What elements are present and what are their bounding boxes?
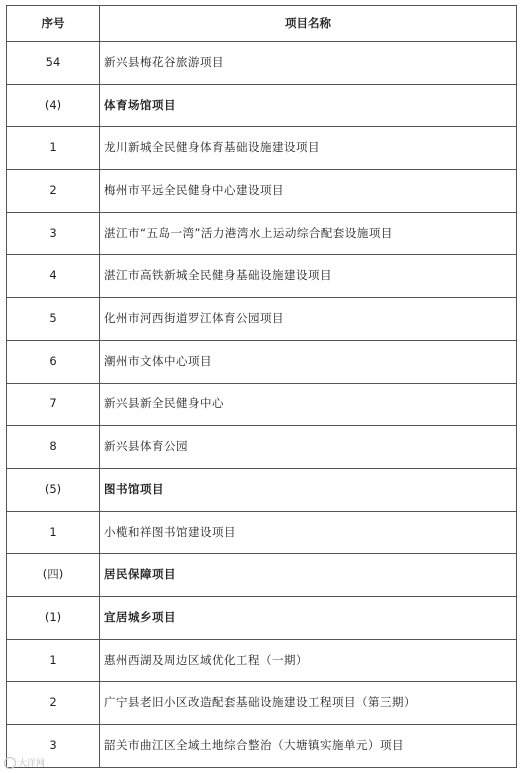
serial-number-cell: 2 [7, 170, 100, 213]
section-row [7, 596, 517, 639]
table-row [7, 426, 517, 469]
table-row [7, 212, 517, 255]
table-row [7, 127, 517, 170]
project-name-cell: 体育场馆项目 [100, 84, 517, 127]
project-name-cell: 新兴县新全民健身中心 [100, 383, 517, 426]
table-header-row [7, 6, 517, 42]
table-row [7, 298, 517, 341]
table-body [7, 42, 517, 768]
table-row [7, 42, 517, 85]
project-name-cell: 图书馆项目 [100, 468, 517, 511]
project-name-cell: 湛江市“五岛一湾”活力港湾水上运动综合配套设施项目 [100, 212, 517, 255]
table-row [7, 255, 517, 298]
table-row [7, 682, 517, 725]
project-name-cell: 化州市河西街道罗江体育公园项目 [100, 298, 517, 341]
table-row [7, 340, 517, 383]
serial-number-cell: 54 [7, 42, 100, 85]
header-serial-number: 序号 [7, 6, 100, 42]
watermark-text: 大洋网 [18, 758, 46, 769]
watermark [4, 756, 45, 770]
section-row [7, 554, 517, 597]
project-name-cell: 湛江市高铁新城全民健身基础设施建设项目 [100, 255, 517, 298]
table-row [7, 511, 517, 554]
serial-number-cell: (5) [7, 468, 100, 511]
project-name-cell: 小榄和祥图书馆建设项目 [100, 511, 517, 554]
project-name-cell: 惠州西湖及周边区域优化工程（一期） [100, 639, 517, 682]
project-name-cell: 新兴县体育公园 [100, 426, 517, 469]
project-name-cell: 韶关市曲江区全域土地综合整治（大塘镇实施单元）项目 [100, 725, 517, 768]
section-row [7, 468, 517, 511]
serial-number-cell: 5 [7, 298, 100, 341]
serial-number-cell: 7 [7, 383, 100, 426]
serial-number-cell: 2 [7, 682, 100, 725]
project-name-cell: 居民保障项目 [100, 554, 517, 597]
serial-number-cell: 1 [7, 511, 100, 554]
serial-number-cell: 3 [7, 725, 100, 768]
serial-number-cell: 1 [7, 127, 100, 170]
table-row [7, 170, 517, 213]
table-row [7, 383, 517, 426]
project-name-cell: 宜居城乡项目 [100, 596, 517, 639]
watermark-logo-icon [4, 757, 16, 769]
serial-number-cell: 8 [7, 426, 100, 469]
header-project-name: 项目名称 [100, 6, 517, 42]
project-name-cell: 潮州市文体中心项目 [100, 340, 517, 383]
project-table [6, 5, 517, 768]
serial-number-cell: (4) [7, 84, 100, 127]
serial-number-cell: (1) [7, 596, 100, 639]
table-row [7, 639, 517, 682]
serial-number-cell: 3 [7, 212, 100, 255]
serial-number-cell: 4 [7, 255, 100, 298]
project-name-cell: 梅州市平远全民健身中心建设项目 [100, 170, 517, 213]
serial-number-cell: 1 [7, 639, 100, 682]
serial-number-cell: (四) [7, 554, 100, 597]
project-name-cell: 新兴县梅花谷旅游项目 [100, 42, 517, 85]
project-name-cell: 广宁县老旧小区改造配套基础设施建设工程项目（第三期） [100, 682, 517, 725]
table-row [7, 725, 517, 768]
project-name-cell: 龙川新城全民健身体育基础设施建设项目 [100, 127, 517, 170]
section-row [7, 84, 517, 127]
serial-number-cell: 6 [7, 340, 100, 383]
